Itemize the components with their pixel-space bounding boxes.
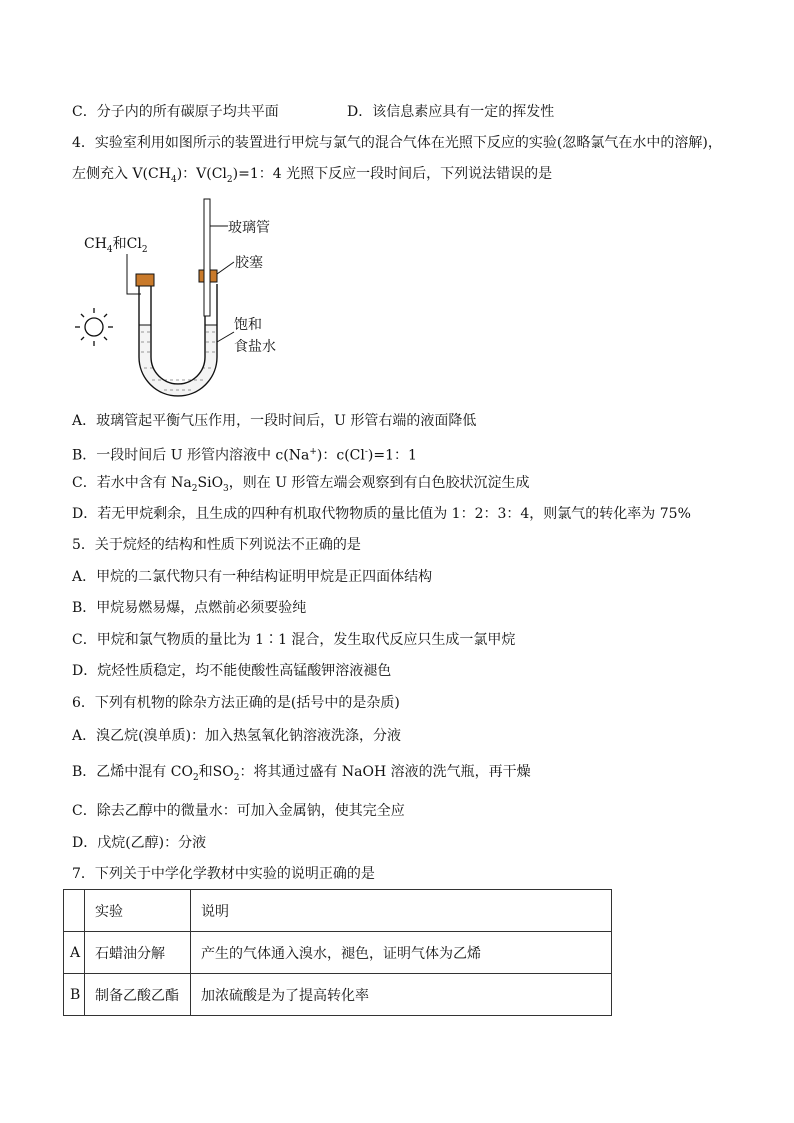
q6-option-b: B．乙烯中混有 $CO_2$和$SO_2$：将其通过盛有 NaOH 溶液的洗气瓶，再干燥 [72,764,531,783]
q3-option-c: C．分子内的所有碳原子均共平面 [72,104,279,120]
table-cell: 石蜡油分解 [85,932,191,974]
table-cell: B [64,974,85,1016]
saline-label-line2: 食盐水 [234,339,276,355]
table-cell: 产生的气体通入溴水，褪色，证明气体为乙烯 [191,932,612,974]
q6-option-c: C．除去乙醇中的微量水：可加入金属钠，使其完全应 [72,803,405,819]
table-header-row [64,890,612,932]
stopper-label: 胶塞 [235,255,263,271]
table-header-explanation: 说明 [191,890,612,932]
glass-tube-label: 玻璃管 [228,220,270,236]
table-row [64,932,612,974]
q4-stem-line1: 4．实验室利用如图所示的装置进行甲烷与氯气的混合气体在光照下反应的实验(忽略氯气在水中的溶解)， [72,135,722,151]
q5-option-a: A．甲烷的二氯代物只有一种结构证明甲烷是正四面体结构 [72,569,433,585]
q3-option-d: D．该信息素应具有一定的挥发性 [347,104,555,120]
sun-icon [75,308,113,346]
u-tube-apparatus-diagram [72,196,312,402]
q4-option-b: B．一段时间后 U 形管内溶液中 c(Na+)：c(Cl-)=1：1 [72,447,417,464]
q7-table [63,889,612,1016]
q6-option-a: A．溴乙烷(溴单质)：加入热氢氧化钠溶液洗涤，分液 [72,728,402,744]
glass-tube [204,199,210,316]
q5-option-c: C．甲烷和氯气物质的量比为 1∶1 混合，发生取代反应只生成一氯甲烷 [72,632,516,648]
table-cell: 加浓硫酸是为了提高转化率 [191,974,612,1016]
q5-stem: 5．关于烷烃的结构和性质下列说法不正确的是 [72,537,361,553]
q4-option-c: C．若水中含有 $Na_2SiO_3$，则在 U 形管左端会观察到有白色胶状沉淀生成 [72,475,530,494]
table-cell: 制备乙酸乙酯 [85,974,191,1016]
q6-stem: 6．下列有机物的除杂方法正确的是(括号中的是杂质) [72,695,400,711]
gas-label: $CH_4$和$Cl_2$ [84,236,148,255]
q4-stem-line2: 左侧充入 $V(CH_4)$：$V(Cl_2)=1$：4 光照下反应一段时间后，下列说法错误的是 [72,166,553,185]
table-cell: A [64,932,85,974]
q4-option-a: A．玻璃管起平衡气压作用，一段时间后，U 形管右端的液面降低 [72,413,477,429]
q7-stem: 7．下列关于中学化学教材中实验的说明正确的是 [72,866,375,882]
q5-option-b: B．甲烷易燃易爆，点燃前必须要验纯 [72,600,307,616]
q4-option-d: D．若无甲烷剩余，且生成的四种有机取代物物质的量比值为 1：2：3：4，则氯气的转化率为 75% [72,506,691,522]
table-row [64,974,612,1016]
left-stopper [136,274,154,286]
q5-option-d: D．烷烃性质稳定，均不能使酸性高锰酸钾溶液褪色 [72,663,392,679]
table-header-experiment: 实验 [85,890,191,932]
table-cell [64,890,85,932]
q6-option-d: D．戊烷(乙醇)：分液 [72,835,207,851]
saline-label-line1: 饱和 [234,317,262,333]
